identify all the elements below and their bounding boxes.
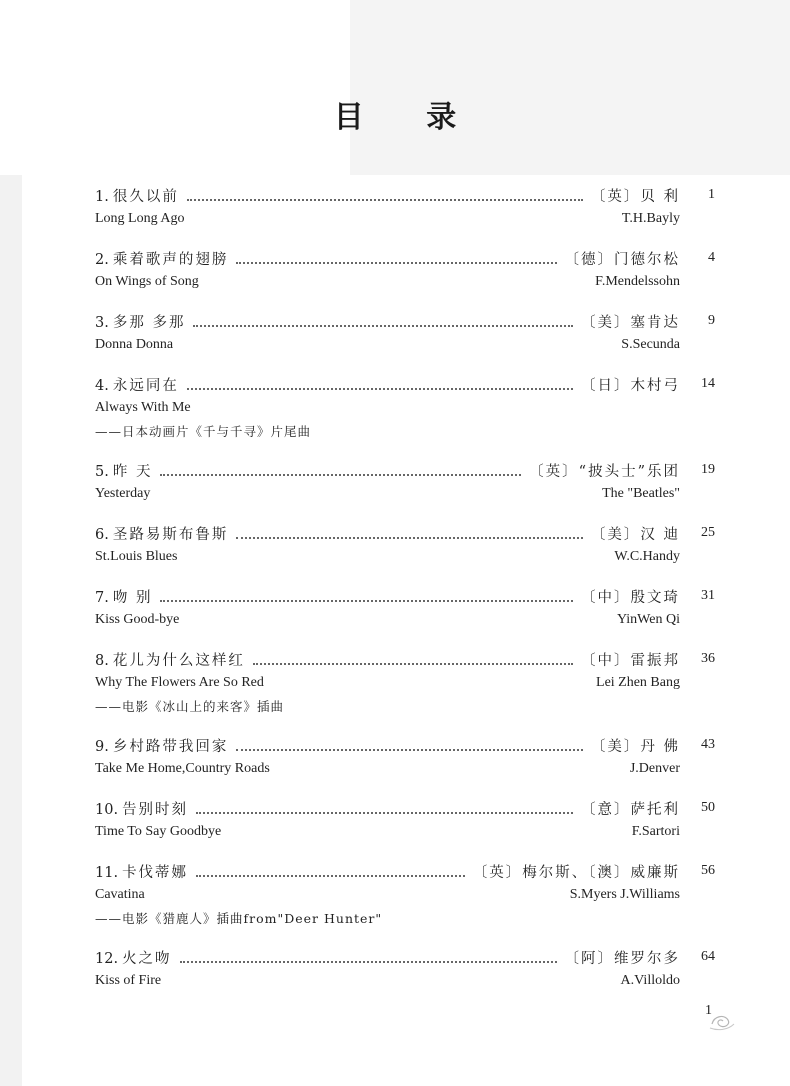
entry-number: 5. bbox=[95, 464, 109, 480]
entry-number: 11. bbox=[95, 865, 119, 881]
chinese-title bbox=[95, 863, 196, 883]
entry-page-number: 25 bbox=[701, 525, 715, 540]
dot-leader bbox=[236, 537, 583, 539]
toc-entry-english-row bbox=[95, 969, 680, 991]
toc-entry-main-row bbox=[95, 584, 715, 608]
entry-number: 1. bbox=[95, 189, 109, 205]
entry-number: 3. bbox=[95, 315, 109, 331]
composer-english: W.C.Handy bbox=[614, 549, 680, 564]
toc-entry-english-row bbox=[95, 608, 680, 630]
composer-chinese: 〔美〕丹 佛 bbox=[590, 739, 680, 755]
composer-english: Lei Zhen Bang bbox=[596, 675, 680, 690]
dot-leader bbox=[253, 663, 573, 665]
toc-entry-english-row bbox=[95, 883, 680, 905]
entry-page-number: 1 bbox=[708, 187, 715, 202]
toc-entry[interactable] bbox=[95, 733, 715, 779]
chinese-title bbox=[95, 737, 236, 757]
toc-entry[interactable] bbox=[95, 246, 715, 292]
toc-entry-main-row bbox=[95, 521, 715, 545]
english-title: Cavatina bbox=[95, 887, 145, 902]
toc-entry-english-row bbox=[95, 396, 680, 418]
composer-chinese: 〔美〕塞肯达 bbox=[581, 315, 680, 331]
entry-page-number: 31 bbox=[701, 588, 715, 603]
composer-chinese: 〔美〕汉 迪 bbox=[590, 527, 680, 543]
entry-page-number: 50 bbox=[701, 800, 715, 815]
entry-page-number: 19 bbox=[701, 462, 715, 477]
toc-entry-english-row bbox=[95, 333, 680, 355]
dot-leader bbox=[196, 812, 573, 814]
composer-english: A.Villoldo bbox=[620, 973, 680, 988]
composer-english: S.Myers J.Williams bbox=[569, 887, 680, 902]
entry-page-number: 64 bbox=[701, 949, 715, 964]
toc-entry-main-row bbox=[95, 647, 715, 671]
chinese-title bbox=[95, 651, 253, 671]
chinese-title-text: 很久以前 bbox=[112, 189, 179, 205]
entry-number: 10. bbox=[95, 802, 119, 818]
composer-chinese: 〔德〕门德尔松 bbox=[564, 252, 680, 268]
chinese-title-text: 乡村路带我回家 bbox=[112, 739, 229, 755]
dot-leader bbox=[236, 262, 556, 264]
entry-page-number: 9 bbox=[708, 313, 715, 328]
entry-number: 7. bbox=[95, 590, 109, 606]
chinese-title bbox=[95, 800, 196, 820]
composer-english: F.Sartori bbox=[631, 824, 680, 839]
toc-entry-main-row bbox=[95, 733, 715, 757]
composer-chinese: 〔中〕殷文琦 bbox=[581, 590, 680, 606]
english-title: Donna Donna bbox=[95, 337, 174, 352]
entry-note: ——电影《冰山上的来客》插曲 bbox=[95, 699, 285, 714]
english-title: Time To Say Goodbye bbox=[95, 824, 222, 839]
english-title: Always With Me bbox=[95, 400, 191, 415]
toc-entry[interactable] bbox=[95, 309, 715, 355]
dot-leader bbox=[187, 388, 573, 390]
toc-entry[interactable] bbox=[95, 945, 715, 991]
entry-note: ——电影《猎鹿人》插曲from"Deer Hunter" bbox=[95, 911, 383, 926]
entry-page-number: 14 bbox=[701, 376, 715, 391]
toc-entry-main-row bbox=[95, 945, 715, 969]
chinese-title-text: 乘着歌声的翅膀 bbox=[112, 252, 229, 268]
chinese-title-text: 火之吻 bbox=[122, 951, 172, 967]
entry-number: 2. bbox=[95, 252, 109, 268]
toc-entry[interactable] bbox=[95, 458, 715, 504]
english-title: Long Long Ago bbox=[95, 211, 185, 226]
entry-page-number: 4 bbox=[708, 250, 715, 265]
entry-page-number: 43 bbox=[701, 737, 715, 752]
entry-page-number: 36 bbox=[701, 651, 715, 666]
composer-chinese: 〔阿〕维罗尔多 bbox=[564, 951, 680, 967]
toc-entry-main-row bbox=[95, 372, 715, 396]
chinese-title bbox=[95, 250, 236, 270]
toc-entry-english-row bbox=[95, 820, 680, 842]
composer-chinese: 〔英〕贝 利 bbox=[590, 189, 680, 205]
chinese-title-text: 圣路易斯布鲁斯 bbox=[112, 527, 229, 543]
toc-entry-main-row bbox=[95, 796, 715, 820]
toc-entry[interactable] bbox=[95, 584, 715, 630]
composer-english: J.Denver bbox=[629, 761, 680, 776]
composer-english: S.Secunda bbox=[621, 337, 680, 352]
chinese-title bbox=[95, 376, 187, 396]
entry-number: 12. bbox=[95, 951, 119, 967]
chinese-title bbox=[95, 313, 193, 333]
chinese-title bbox=[95, 462, 160, 482]
english-title: Why The Flowers Are So Red bbox=[95, 675, 264, 690]
composer-chinese: 〔英〕“披头士”乐团 bbox=[529, 464, 680, 480]
toc-entry-english-row bbox=[95, 757, 680, 779]
composer-chinese: 〔意〕萨托利 bbox=[581, 802, 680, 818]
dot-leader bbox=[196, 875, 465, 877]
composer-english: F.Mendelssohn bbox=[595, 274, 680, 289]
toc-entry-english-row bbox=[95, 482, 680, 504]
composer-chinese: 〔日〕木村弓 bbox=[581, 378, 680, 394]
chinese-title-text: 昨 天 bbox=[112, 464, 153, 480]
dot-leader bbox=[236, 749, 583, 751]
toc-entry-english-row bbox=[95, 671, 680, 693]
header-background-panel bbox=[350, 0, 790, 175]
composer-english: The "Beatles" bbox=[602, 486, 680, 501]
dot-leader bbox=[193, 325, 573, 327]
composer-chinese: 〔中〕雷振邦 bbox=[581, 653, 680, 669]
toc-entry[interactable] bbox=[95, 521, 715, 567]
ornament-icon bbox=[708, 1010, 736, 1032]
english-title: On Wings of Song bbox=[95, 274, 199, 289]
chinese-title-text: 永远同在 bbox=[112, 378, 179, 394]
dot-leader bbox=[180, 961, 557, 963]
entry-number: 9. bbox=[95, 739, 109, 755]
english-title: Kiss Good-bye bbox=[95, 612, 180, 627]
toc-entry[interactable] bbox=[95, 796, 715, 842]
toc-entry-english-row bbox=[95, 207, 680, 229]
chinese-title bbox=[95, 187, 187, 207]
composer-english: YinWen Qi bbox=[616, 612, 680, 627]
chinese-title bbox=[95, 525, 236, 545]
dot-leader bbox=[160, 600, 573, 602]
chinese-title-text: 卡伐蒂娜 bbox=[122, 865, 189, 881]
toc-entry-main-row bbox=[95, 859, 715, 883]
page-number: 1 bbox=[705, 1003, 712, 1018]
toc-entry-main-row bbox=[95, 246, 715, 270]
dot-leader bbox=[160, 474, 521, 476]
chinese-title-text: 多那 多那 bbox=[112, 315, 186, 331]
toc-entry[interactable] bbox=[95, 372, 715, 442]
chinese-title-text: 花儿为什么这样红 bbox=[112, 653, 245, 669]
composer-chinese: 〔英〕梅尔斯、〔澳〕威廉斯 bbox=[472, 865, 680, 881]
english-title: Take Me Home,Country Roads bbox=[95, 761, 270, 776]
english-title: St.Louis Blues bbox=[95, 549, 178, 564]
chinese-title bbox=[95, 949, 180, 969]
entry-number: 8. bbox=[95, 653, 109, 669]
entry-number: 6. bbox=[95, 527, 109, 543]
english-title: Yesterday bbox=[95, 486, 151, 501]
toc-entry-main-row bbox=[95, 458, 715, 482]
composer-english: T.H.Bayly bbox=[621, 211, 680, 226]
dot-leader bbox=[187, 199, 583, 201]
entry-number: 4. bbox=[95, 378, 109, 394]
page-title: 目 录 bbox=[333, 100, 483, 135]
toc-entry-main-row bbox=[95, 309, 715, 333]
toc-entry[interactable] bbox=[95, 183, 715, 229]
chinese-title bbox=[95, 588, 160, 608]
entry-note: ——日本动画片《千与千寻》片尾曲 bbox=[95, 424, 312, 439]
english-title: Kiss of Fire bbox=[95, 973, 162, 988]
toc-entry-english-row bbox=[95, 270, 680, 292]
chinese-title-text: 吻 别 bbox=[112, 590, 153, 606]
entry-page-number: 56 bbox=[701, 863, 715, 878]
left-margin-strip bbox=[0, 175, 22, 1086]
toc-entry[interactable] bbox=[95, 647, 715, 717]
toc-entry-main-row bbox=[95, 183, 715, 207]
toc-entry-english-row bbox=[95, 545, 680, 567]
chinese-title-text: 告别时刻 bbox=[122, 802, 189, 818]
toc-entry[interactable] bbox=[95, 859, 715, 929]
